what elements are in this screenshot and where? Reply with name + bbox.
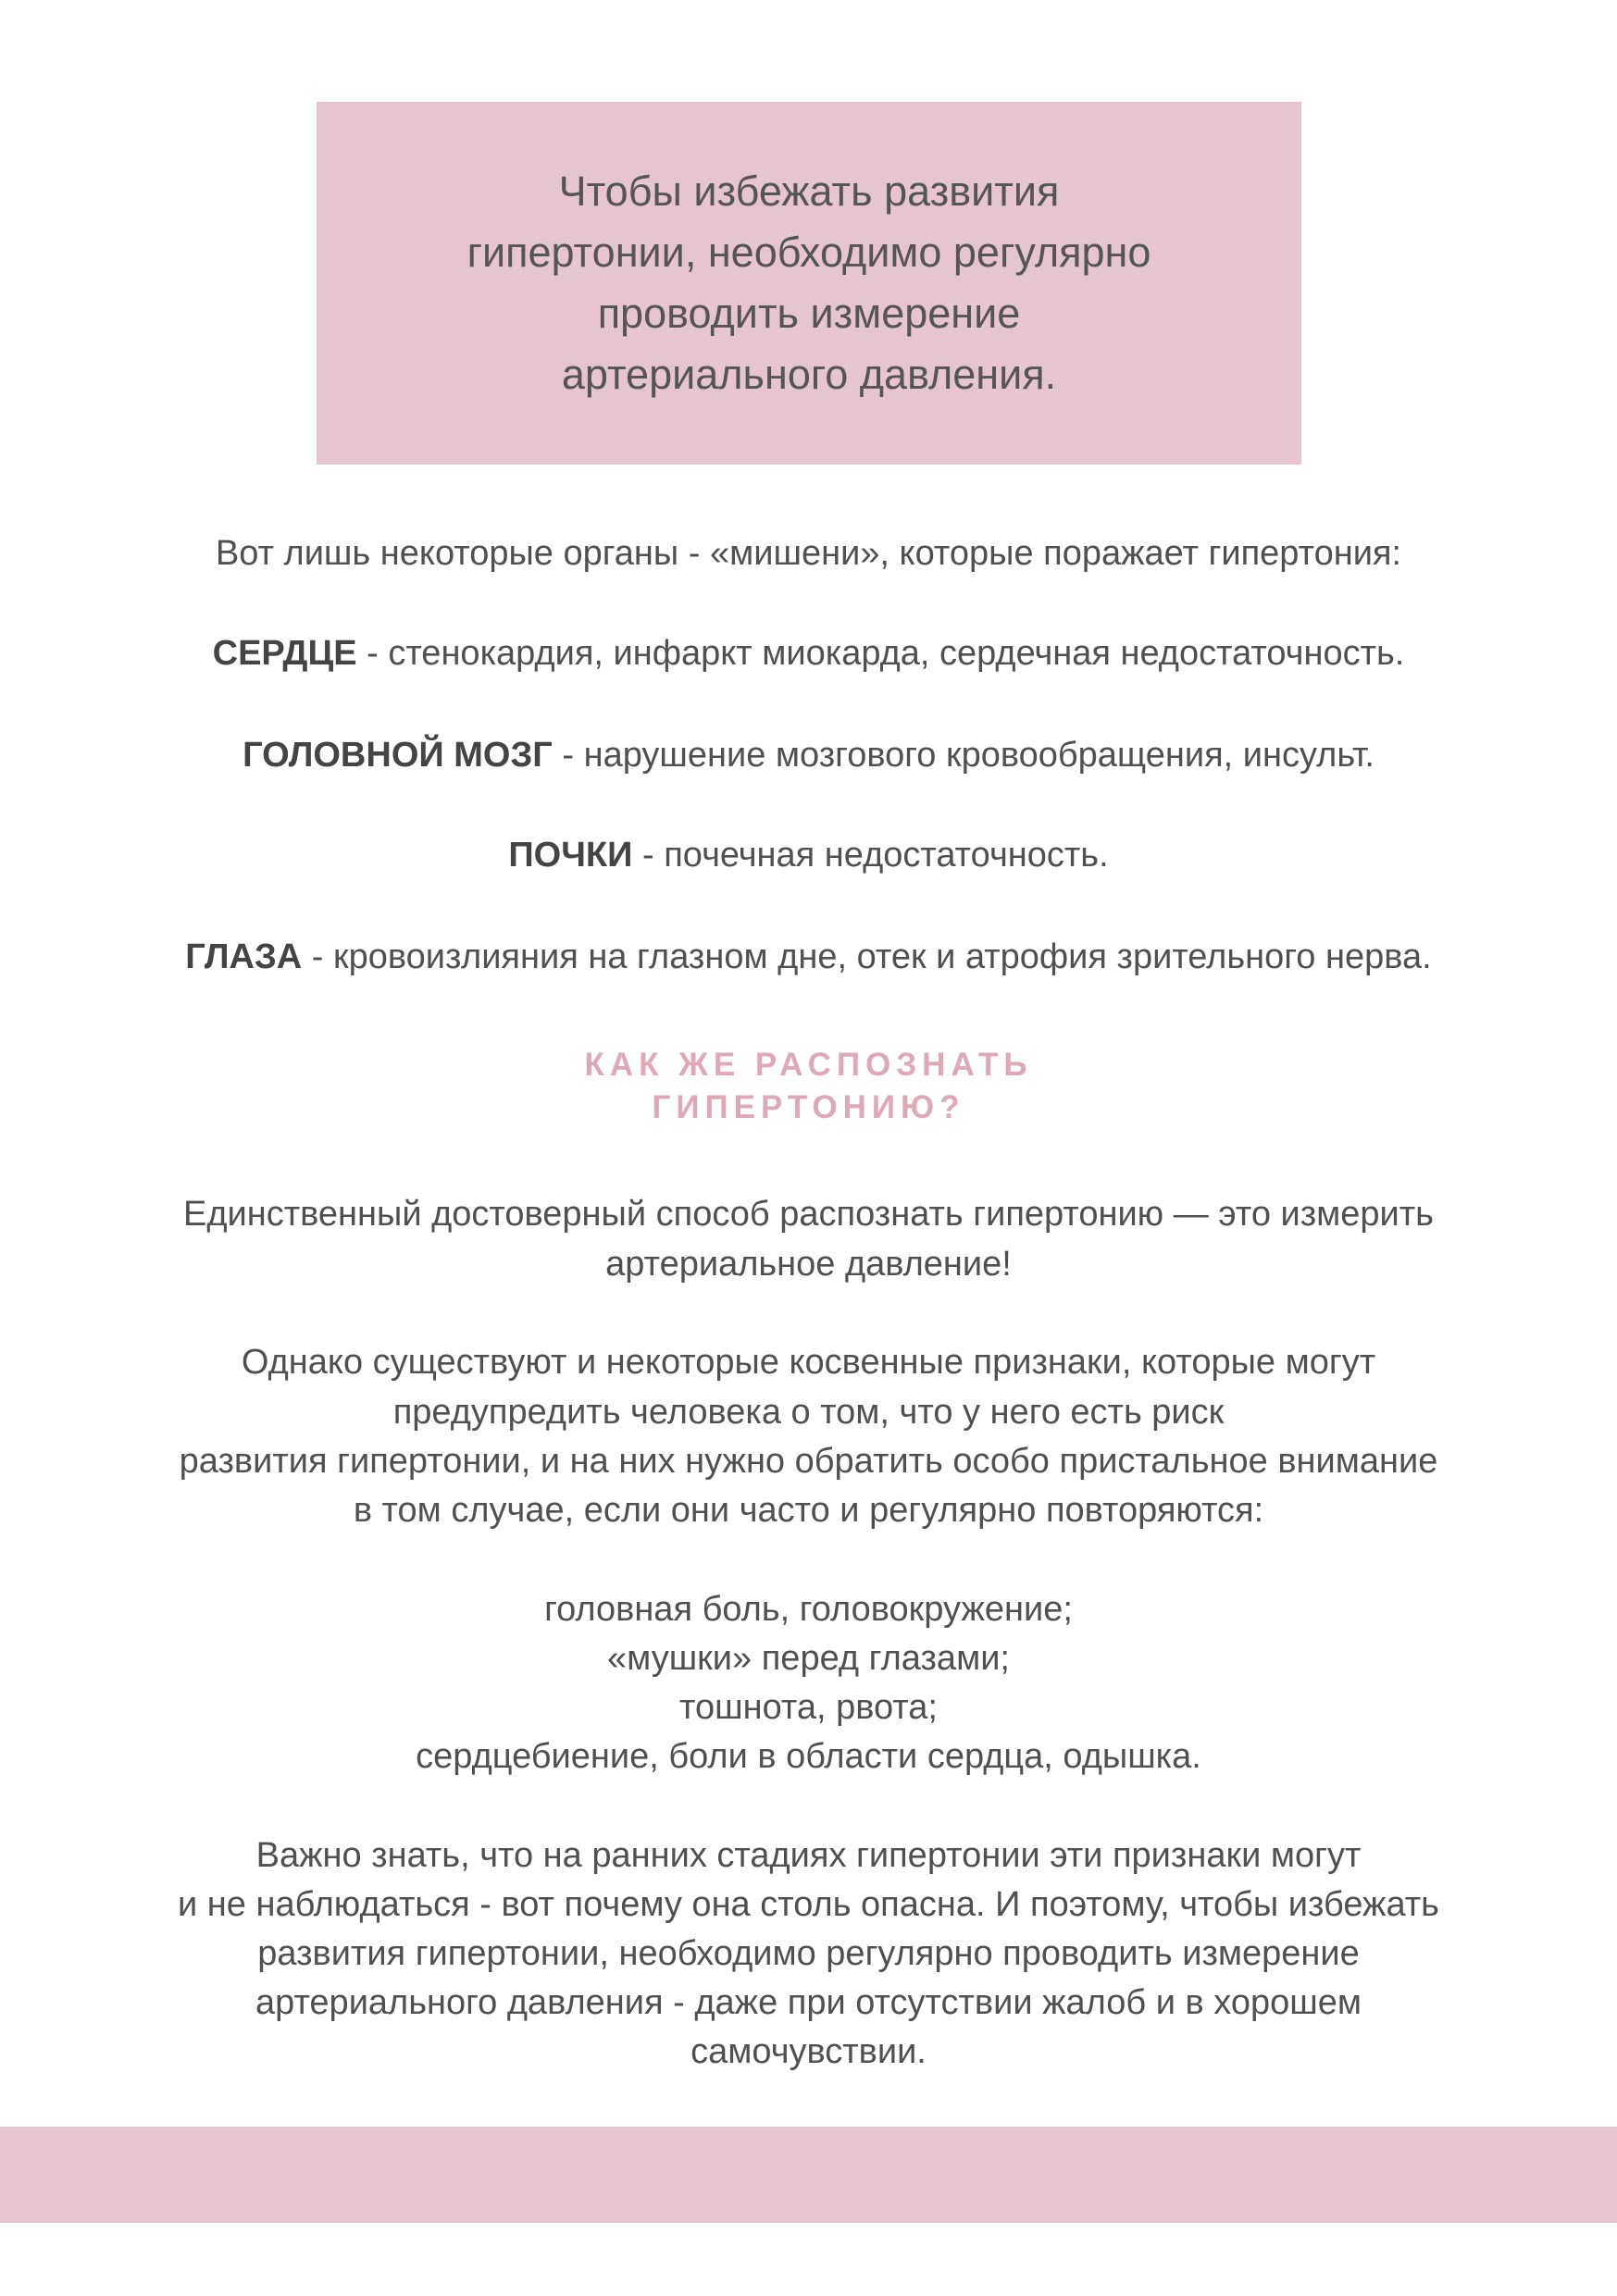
organ-description: - кровоизлияния на глазном дне, отек и атрофия зрительного нерва.: [302, 937, 1432, 976]
organ-brain: [0, 731, 1617, 779]
paragraph-line: артериального давления - даже при отсутствии жалоб и в хорошем: [255, 1983, 1362, 2022]
paragraph-line: развития гипертонии, и на них нужно обратить особо пристальное внимание: [179, 1442, 1438, 1481]
paragraph-line: предупредить человека о том, что у него есть риск: [392, 1393, 1225, 1432]
organ-kidneys: [0, 831, 1617, 879]
symptom-item: тошнота, рвота;: [679, 1688, 938, 1727]
section-heading-line: ГИПЕРТОНИЮ?: [652, 1089, 965, 1125]
organ-description: - почечная недостаточность.: [632, 836, 1109, 875]
paragraph-line: артериальное давление!: [605, 1245, 1012, 1284]
organ-description: - стенокардия, инфаркт миокарда, сердечная недостаточность.: [356, 634, 1405, 673]
organ-heart: [0, 629, 1617, 677]
organ-name: ГОЛОВНОЙ МОЗГ: [243, 736, 553, 775]
organ-name: ПОЧКИ: [508, 836, 633, 875]
callout-line: Чтобы избежать развития: [558, 168, 1060, 215]
footer-band: [0, 2127, 1617, 2223]
paragraph-line: развития гипертонии, необходимо регулярно проводить измерение: [257, 1934, 1360, 1973]
organ-name: ГЛАЗА: [185, 937, 303, 976]
symptom-item: головная боль, головокружение;: [544, 1590, 1073, 1629]
organ-name: СЕРДЦЕ: [212, 634, 357, 673]
paragraph-line: в том случае, если они часто и регулярно повторяются:: [353, 1491, 1264, 1530]
paragraph-line: и не наблюдаться - вот почему она столь опасна. И поэтому, чтобы избежать: [178, 1885, 1439, 1924]
paragraph-line: самочувствии.: [690, 2032, 927, 2071]
symptom-item: «мушки» перед глазами;: [607, 1639, 1010, 1678]
callout-line: артериального давления.: [561, 351, 1057, 398]
callout-box: [317, 102, 1301, 465]
intro-text: Вот лишь некоторые органы - «мишени», которые поражает гипертония:: [215, 534, 1402, 573]
organ-description: - нарушение мозгового кровообращения, инсульт.: [552, 736, 1374, 775]
callout-line: проводить измерение: [597, 290, 1021, 337]
symptom-item: сердцебиение, боли в области сердца, одышка.: [416, 1737, 1201, 1776]
organ-eyes: [0, 933, 1617, 981]
paragraph-line: Однако существуют и некоторые косвенные признаки, которые могут: [241, 1343, 1376, 1382]
callout-line: гипертонии, необходимо регулярно: [466, 229, 1151, 276]
paragraph-line: Важно знать, что на ранних стадиях гипертонии эти признаки могут: [255, 1836, 1362, 1875]
section-heading-line: КАК ЖЕ РАСПОЗНАТЬ: [584, 1047, 1033, 1083]
paragraph-line: Единственный достоверный способ распознать гипертонию — это измерить: [183, 1195, 1434, 1234]
